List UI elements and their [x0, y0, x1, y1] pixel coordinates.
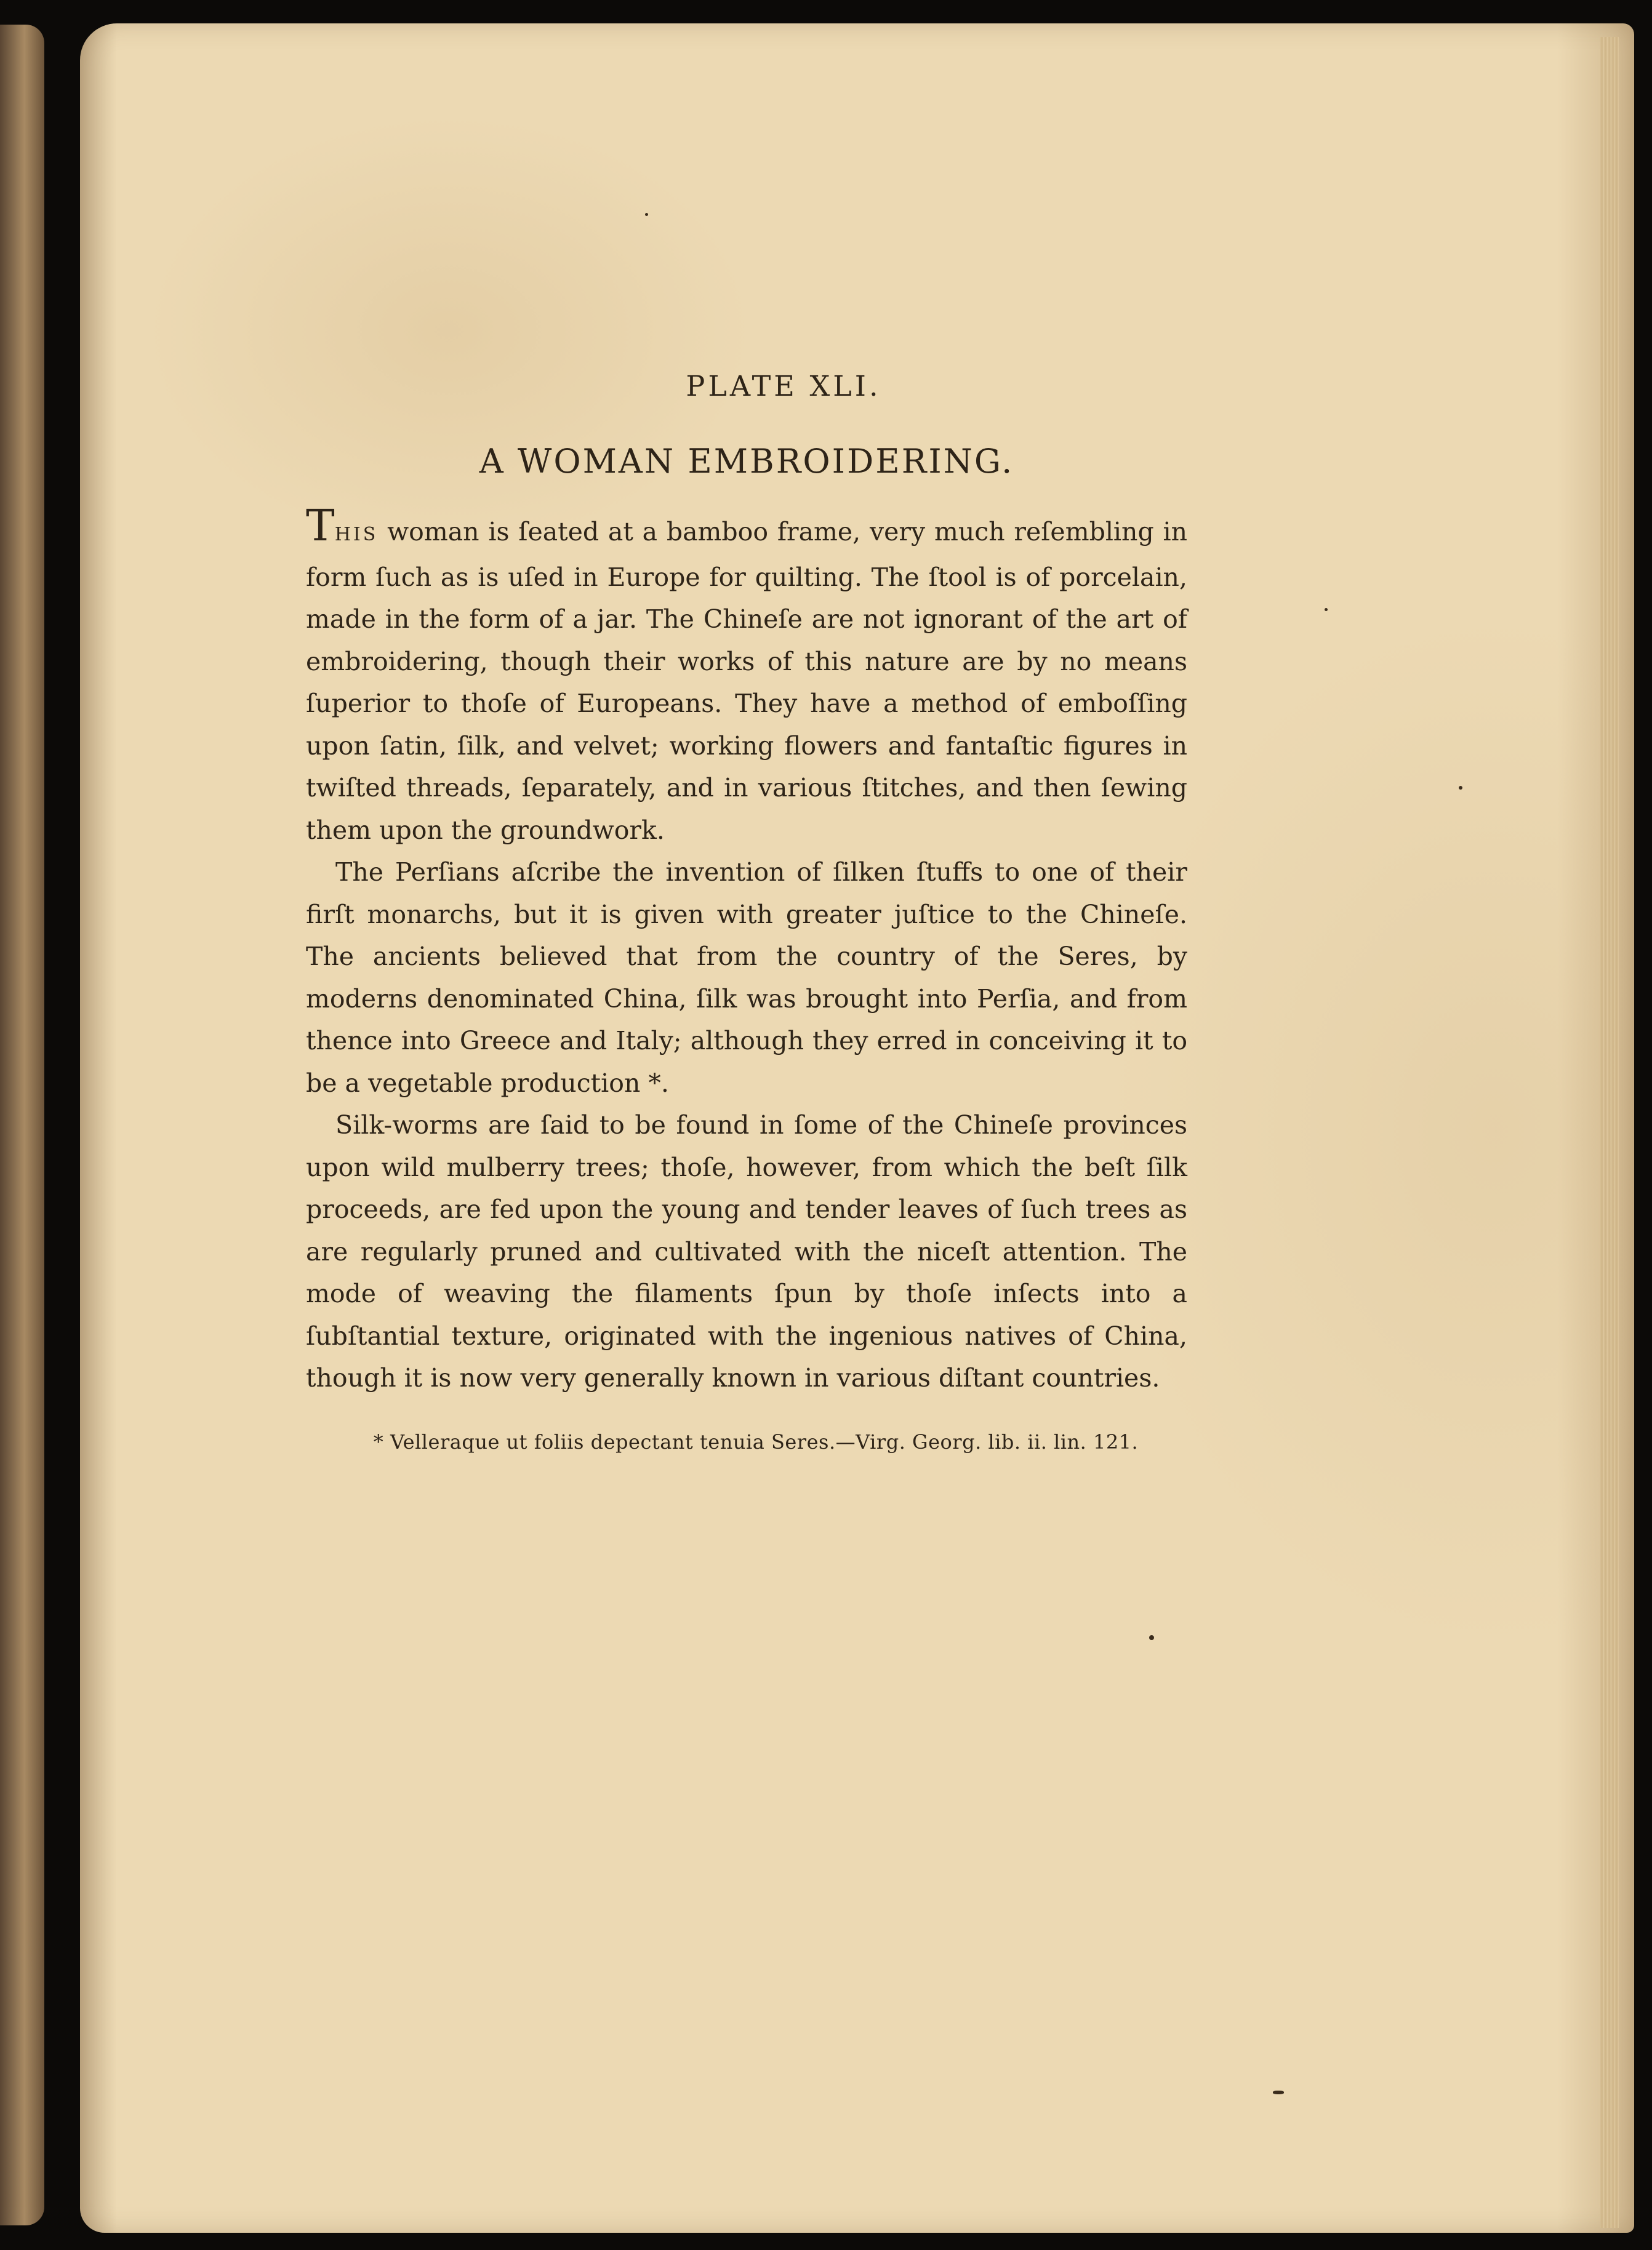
plate-title: A WOMAN EMBROIDERING. [479, 442, 1014, 481]
paper-speck [645, 213, 648, 216]
paragraph-text: Silk-worms are ſaid to be found in ſome of the Chineſe provinces upon wild mulberry trees; thoſe, however, from which the beſt ſilk proceeds, are fed upon the young and tender leaves of ſuch trees as are regularly pruned and cultivated with the niceſt attention. The mode of weaving the filaments ſpun by thoſe inſects into a ſubſtantial texture, originated with the ingenious natives of China, though it is now very generally known in various diſtant countries. [306, 1110, 1187, 1393]
paragraph-3 [306, 1104, 1187, 1399]
paper-speck [1149, 1635, 1154, 1640]
paper-speck [1325, 608, 1328, 611]
paragraph-text: The Perſians aſcribe the invention of ſilken ſtuffs to one of their firſt monarchs, but it is given with greater juſtice to the Chineſe. The ancients believed that from the country of the Seres, by moderns denominated China, ſilk was brought into Perſia, and from thence into Greece and Italy; although they erred in conceiving it to be a vegetable production *. [306, 857, 1187, 1098]
page-text [306, 369, 1187, 1473]
paragraph-text: woman is ſeated at a bamboo frame, very much reſembling in form ſuch as is uſed in Europe for quilting. The ſtool is of porcelain, made in the form of a jar. The Chineſe are not ignorant of the art of embroidering, though their works of this nature are by no means ſuperior to thoſe of Europeans. They have a method of emboſſing upon ſatin, ſilk, and velvet; working flowers and fantaſtic figures in twiſted threads, ſeparately, and in various ſtitches, and then ſewing them upon the groundwork. [306, 517, 1187, 845]
drop-cap: T [306, 500, 335, 551]
small-caps: HIS [334, 524, 379, 545]
paragraph-1 [306, 500, 1187, 851]
plate-number: PLATE XLI. [686, 369, 881, 402]
footnote: * Velleraque ut foliis depectant tenuia Seres.—Virg. Georg. lib. ii. lin. 121. [373, 1430, 1139, 1454]
paper-speck [1273, 2091, 1284, 2094]
paragraph-2 [306, 851, 1187, 1104]
paper-speck [1459, 786, 1462, 790]
page-fore-edge [1600, 37, 1619, 2228]
previous-page-edge [0, 25, 44, 2225]
